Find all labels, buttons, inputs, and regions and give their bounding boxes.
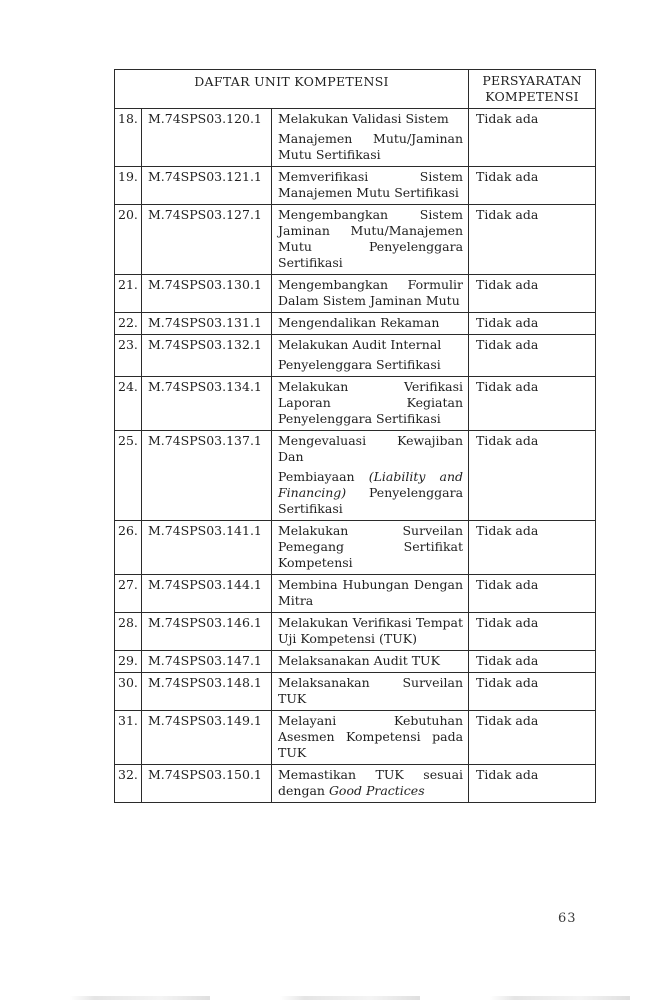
unit-code: M.74SPS03.149.1 xyxy=(142,711,272,765)
unit-title: Memastikan TUK sesuai dengan Good Practices xyxy=(272,765,469,803)
requirement: Tidak ada xyxy=(469,275,596,313)
table-row xyxy=(115,651,596,673)
row-number: 28. xyxy=(115,613,142,651)
row-number: 31. xyxy=(115,711,142,765)
requirement: Tidak ada xyxy=(469,313,596,335)
unit-code: M.74SPS03.130.1 xyxy=(142,275,272,313)
row-number: 25. xyxy=(115,431,142,521)
row-number: 32. xyxy=(115,765,142,803)
unit-title: Mengembangkan Formulir Dalam Sistem Jaminan Mutu xyxy=(272,275,469,313)
requirement: Tidak ada xyxy=(469,377,596,431)
requirement: Tidak ada xyxy=(469,431,596,521)
unit-title: Melakukan Verifikasi Tempat Uji Kompetensi (TUK) xyxy=(272,613,469,651)
row-number: 26. xyxy=(115,521,142,575)
table-row xyxy=(115,521,596,575)
unit-title: Melaksanakan Surveilan TUK xyxy=(272,673,469,711)
unit-code: M.74SPS03.127.1 xyxy=(142,205,272,275)
requirement: Tidak ada xyxy=(469,167,596,205)
unit-code: M.74SPS03.120.1 xyxy=(142,109,272,167)
unit-code: M.74SPS03.141.1 xyxy=(142,521,272,575)
header-persyaratan-kompetensi: PERSYARATAN KOMPETENSI xyxy=(469,70,596,109)
requirement: Tidak ada xyxy=(469,765,596,803)
requirement: Tidak ada xyxy=(469,335,596,377)
table-row xyxy=(115,673,596,711)
row-number: 24. xyxy=(115,377,142,431)
requirement: Tidak ada xyxy=(469,575,596,613)
competency-table xyxy=(114,69,596,803)
table-row xyxy=(115,575,596,613)
row-number: 22. xyxy=(115,313,142,335)
unit-title: Mengembangkan Sistem Jaminan Mutu/Manajemen Mutu Penyelenggara Sertifikasi xyxy=(272,205,469,275)
unit-code: M.74SPS03.131.1 xyxy=(142,313,272,335)
table-row xyxy=(115,335,596,377)
requirement: Tidak ada xyxy=(469,521,596,575)
unit-title: Melakukan Validasi Sistem Manajemen Mutu/Jaminan Mutu Sertifikasi xyxy=(272,109,469,167)
requirement: Tidak ada xyxy=(469,109,596,167)
row-number: 19. xyxy=(115,167,142,205)
table-row xyxy=(115,765,596,803)
row-number: 30. xyxy=(115,673,142,711)
unit-code: M.74SPS03.121.1 xyxy=(142,167,272,205)
unit-title: Mengevaluasi Kewajiban Dan Pembiayaan (Liability and Financing) Penyelenggara Sertifikasi xyxy=(272,431,469,521)
unit-code: M.74SPS03.147.1 xyxy=(142,651,272,673)
requirement: Tidak ada xyxy=(469,673,596,711)
row-number: 23. xyxy=(115,335,142,377)
unit-title: Melakukan Verifikasi Laporan Kegiatan Penyelenggara Sertifikasi xyxy=(272,377,469,431)
unit-code: M.74SPS03.148.1 xyxy=(142,673,272,711)
table-row xyxy=(115,711,596,765)
table-header-row xyxy=(115,70,596,109)
unit-title: Mengendalikan Rekaman xyxy=(272,313,469,335)
unit-title: Melakukan Audit Internal Penyelenggara Sertifikasi xyxy=(272,335,469,377)
requirement: Tidak ada xyxy=(469,205,596,275)
unit-title: Melaksanakan Audit TUK xyxy=(272,651,469,673)
table-row xyxy=(115,377,596,431)
unit-code: M.74SPS03.132.1 xyxy=(142,335,272,377)
unit-code: M.74SPS03.134.1 xyxy=(142,377,272,431)
scan-edge-artifact xyxy=(0,996,651,1000)
requirement: Tidak ada xyxy=(469,711,596,765)
table-row xyxy=(115,205,596,275)
unit-code: M.74SPS03.146.1 xyxy=(142,613,272,651)
header-daftar-unit-kompetensi: DAFTAR UNIT KOMPETENSI xyxy=(115,70,469,109)
unit-title: Melayani Kebutuhan Asesmen Kompetensi pada TUK xyxy=(272,711,469,765)
table-row xyxy=(115,313,596,335)
row-number: 29. xyxy=(115,651,142,673)
row-number: 20. xyxy=(115,205,142,275)
requirement: Tidak ada xyxy=(469,613,596,651)
page-number: 63 xyxy=(558,911,577,926)
unit-title: Memverifikasi Sistem Manajemen Mutu Sertifikasi xyxy=(272,167,469,205)
table-row xyxy=(115,613,596,651)
table-row xyxy=(115,109,596,167)
unit-table-body xyxy=(115,109,596,803)
table-row xyxy=(115,275,596,313)
unit-title: Membina Hubungan Dengan Mitra xyxy=(272,575,469,613)
table-row xyxy=(115,167,596,205)
row-number: 21. xyxy=(115,275,142,313)
unit-code: M.74SPS03.150.1 xyxy=(142,765,272,803)
unit-code: M.74SPS03.137.1 xyxy=(142,431,272,521)
unit-code: M.74SPS03.144.1 xyxy=(142,575,272,613)
row-number: 27. xyxy=(115,575,142,613)
table-row xyxy=(115,431,596,521)
unit-title: Melakukan Surveilan Pemegang Sertifikat Kompetensi xyxy=(272,521,469,575)
requirement: Tidak ada xyxy=(469,651,596,673)
row-number: 18. xyxy=(115,109,142,167)
